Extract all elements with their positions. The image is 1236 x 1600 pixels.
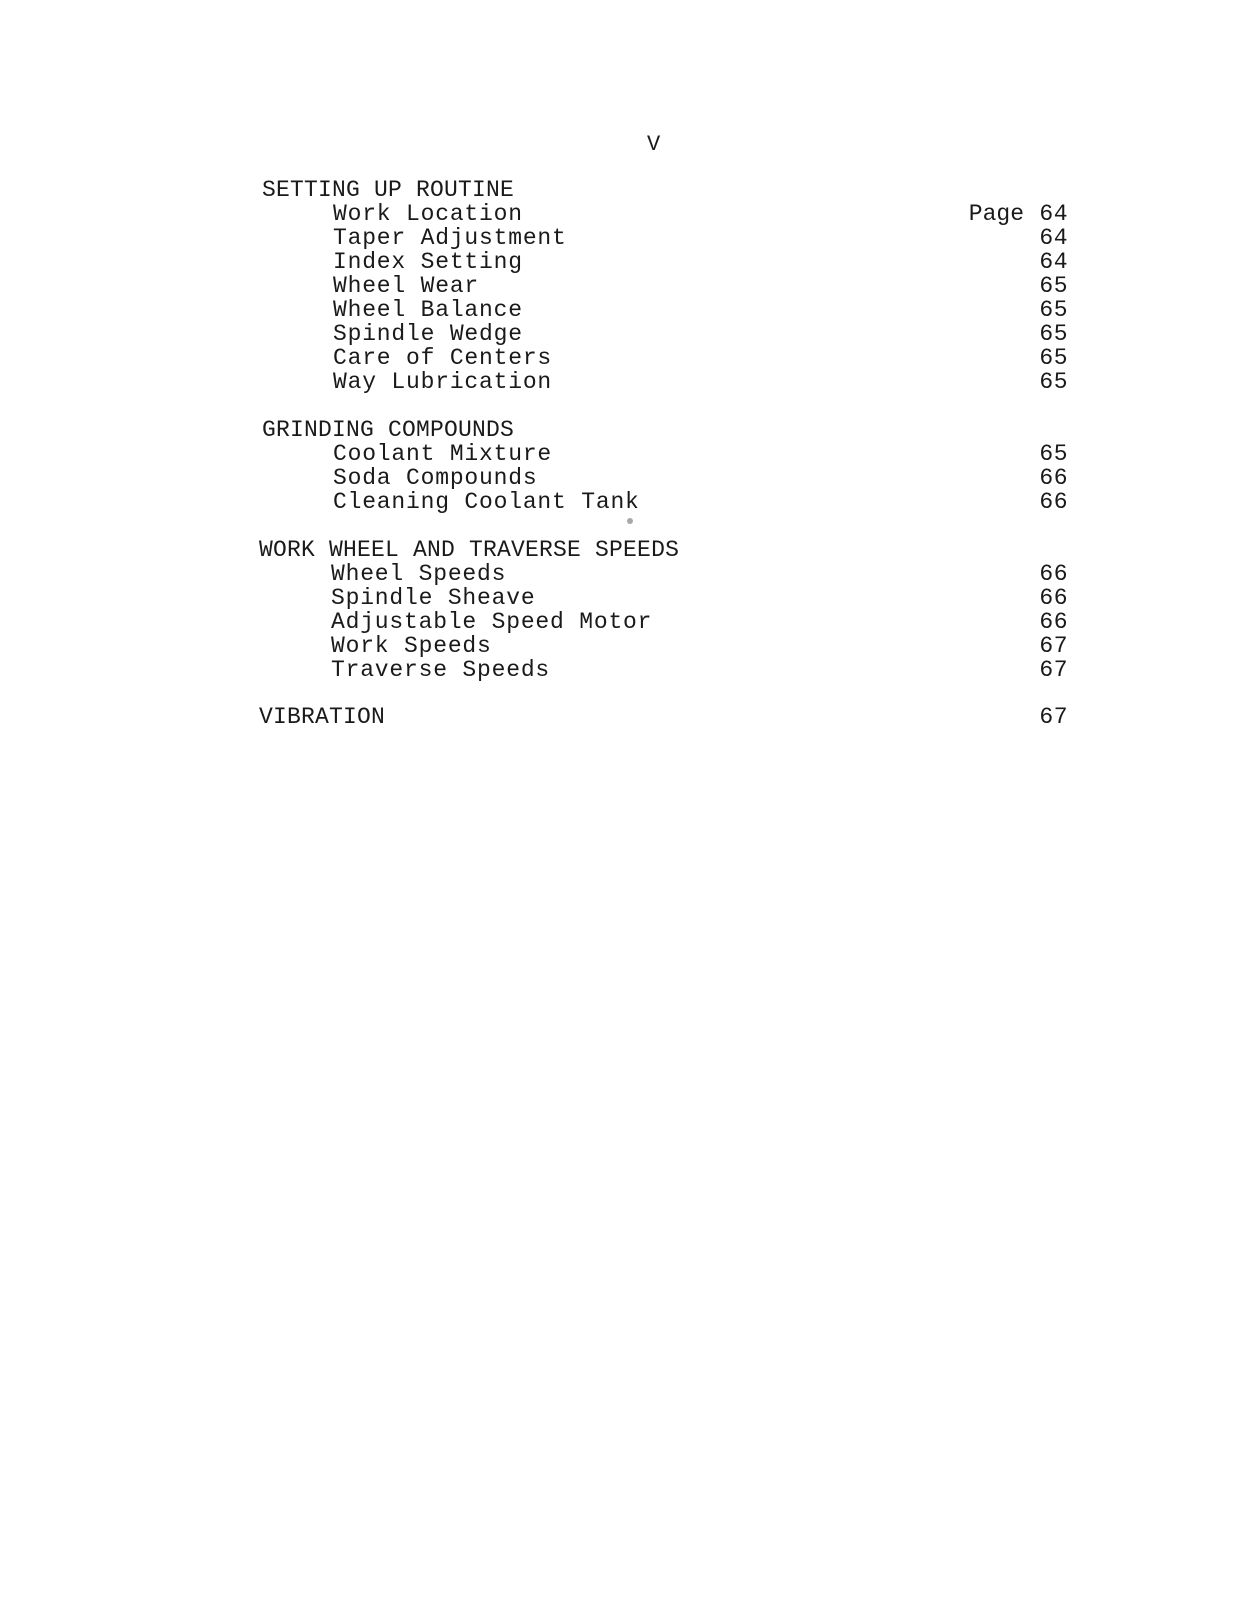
toc-entry-page: 66 [1039,489,1068,515]
page-roman-numeral: V [647,132,661,157]
toc-heading-row [0,705,1236,729]
page-word-label: Page [968,201,1024,227]
toc-entry-page: 66 [1039,609,1068,635]
toc-entry-row [0,322,1236,346]
toc-entry-row [0,274,1236,298]
toc-entry-label: Coolant Mixture [333,441,553,467]
scan-speck [627,518,633,524]
toc-entry-label: Soda Compounds [333,465,538,491]
toc-entry-row [0,490,1236,514]
toc-entry-label: Wheel Balance [333,297,523,323]
section-heading: SETTING UP ROUTINE [262,177,515,203]
toc-entry-page: 66 [1039,585,1068,611]
toc-entry-page: 65 [1039,273,1068,299]
section-heading: WORK WHEEL AND TRAVERSE SPEEDS [259,537,680,563]
toc-entry-page: 67 [1039,657,1068,683]
toc-entry-row [0,610,1236,634]
toc-entry-label: Cleaning Coolant Tank [333,489,640,515]
toc-entry-row [0,562,1236,586]
toc-heading-row [0,178,1236,202]
toc-entry-page: 64 [1039,201,1068,227]
toc-entry-row [0,442,1236,466]
toc-entry-label: Wheel Speeds [331,561,507,587]
toc-entry-row [0,586,1236,610]
toc-entry-row [0,658,1236,682]
toc-entry-page: 65 [1039,441,1068,467]
toc-entry-page: 64 [1039,249,1068,275]
toc-entry-page: 65 [1039,297,1068,323]
toc-heading-row [0,538,1236,562]
toc-entry-row [0,298,1236,322]
toc-entry-page: 66 [1039,561,1068,587]
toc-entry-label: Work Location [333,201,523,227]
toc-entry-page: 64 [1039,225,1068,251]
toc-heading-page: 67 [1039,704,1068,730]
toc-entry-row [0,226,1236,250]
toc-entry-label: Wheel Wear [333,273,480,299]
toc-entry-row [0,250,1236,274]
toc-entry-page: 66 [1039,465,1068,491]
toc-entry-label: Spindle Sheave [331,585,536,611]
toc-entry-label: Spindle Wedge [333,321,523,347]
toc-entry-label: Adjustable Speed Motor [331,609,653,635]
toc-entry-label: Way Lubrication [333,369,553,395]
toc-entry-label: Index Setting [333,249,523,275]
toc-entry-row [0,202,1236,226]
toc-entry-row [0,634,1236,658]
toc-entry-page: 65 [1039,321,1068,347]
toc-entry-label: Care of Centers [333,345,553,371]
toc-heading-row [0,418,1236,442]
toc-entry-label: Taper Adjustment [333,225,567,251]
toc-entry-label: Work Speeds [331,633,492,659]
toc-entry-row [0,370,1236,394]
toc-entry-label: Traverse Speeds [331,657,551,683]
toc-entry-row [0,346,1236,370]
toc-entry-page: 65 [1039,345,1068,371]
toc-entry-page: 65 [1039,369,1068,395]
section-heading: VIBRATION [259,704,386,730]
section-heading: GRINDING COMPOUNDS [262,417,515,443]
toc-entry-row [0,466,1236,490]
toc-entry-page: 67 [1039,633,1068,659]
